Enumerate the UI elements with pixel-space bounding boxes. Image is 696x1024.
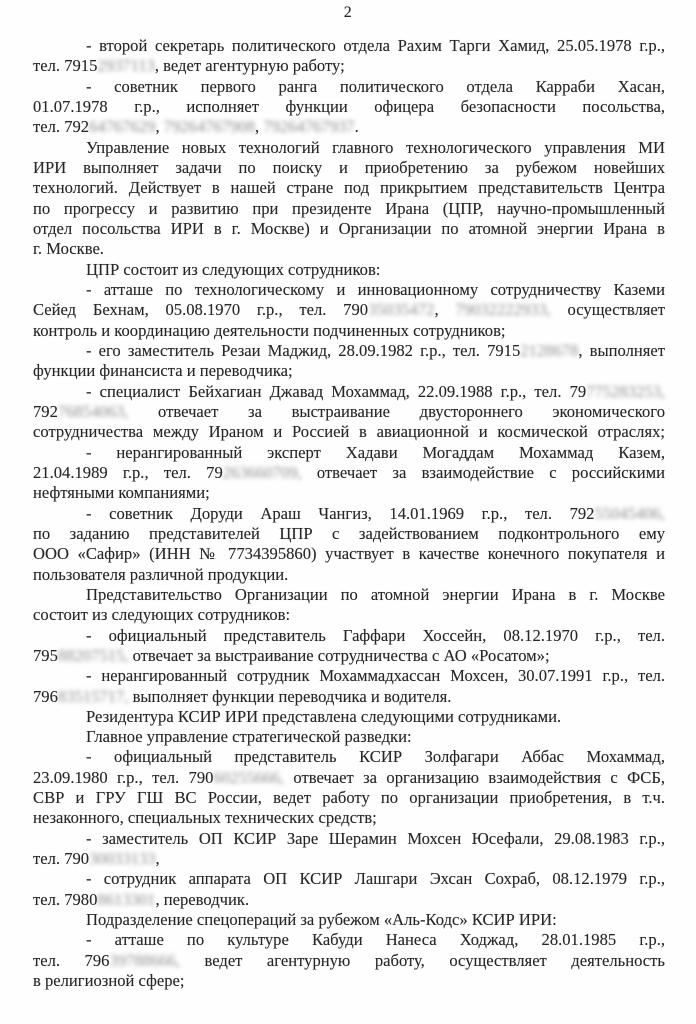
redacted-phone-digits: 83515717, [57,686,129,706]
text-segment: Резидентура КСИР ИРИ представлена следующими сотрудниками. [86,706,562,726]
text-line [33,36,665,56]
text-line [33,361,665,381]
text-line [33,890,665,910]
redacted-phone-digits: 88207515, [57,645,129,665]
text-segment: - его заместитель Резаи Маджид, 28.09.1982 г.р., тел. 7915 [86,340,521,360]
text-line [33,219,665,239]
text-segment: отвечает за организацию взаимодействия с ФСБ, [283,767,665,787]
text-line [33,910,665,930]
text-segment: технологий. Действует в нашей стране под прикрытием представительств Центра [33,178,665,198]
text-segment: по прогрессу и развитию при президенте Ирана (ЦПР, научно-промышленный [33,198,665,218]
text-segment: СВР и ГРУ ГШ ВС России, ведет работу по организации приобретения, в т.ч. [33,788,665,808]
text-line [33,97,665,117]
text-segment: отвечает за выстраивание сотрудничества с АО «Росатом»; [128,645,550,665]
text-segment: незаконного, специальных технических средств; [33,808,377,828]
text-line [33,321,665,341]
page-number: 2 [343,4,353,21]
text-segment: выполняет функции переводчика и водителя. [128,686,452,706]
text-segment: ЦПР состоит из следующих сотрудников: [86,259,381,279]
text-line [33,565,665,585]
text-segment: - сотрудник аппарата ОП КСИР Лашгари Эхсан Сохраб, 08.12.1979 г.р., [86,869,665,889]
text-line [33,300,665,320]
text-segment: отвечает за выстраивание двустороннего экономического [128,401,665,421]
text-segment: состоит из следующих сотрудников: [33,605,291,625]
text-segment: осуществляет [550,300,666,320]
text-segment: , ведет агентурную работу; [154,56,345,76]
text-line [33,77,665,97]
redacted-phone-digits: 35035472 [368,300,435,320]
text-segment: , [434,300,456,320]
text-segment: , [155,117,164,137]
text-line [33,422,665,442]
text-line [33,605,665,625]
text-segment: сотрудничества между Ираном и Россией в авиационной и космической отраслях; [33,422,665,442]
text-segment: тел. 790 [33,849,90,869]
text-line [33,463,665,483]
text-segment: пользователя различной продукции. [33,564,289,584]
text-segment: ООО «Сафир» (ИНН № 7734395860) участвует в качестве конечного покупателя и [33,544,665,564]
text-segment: 792 [33,401,58,421]
text-segment: Сейед Бехнам, 05.08.1970 г.р., тел. 790 [33,300,369,320]
text-segment: тел. 796 [33,950,110,970]
text-segment: в религиозной сфере; [33,971,185,991]
text-line [33,768,665,788]
text-segment: 795 [33,645,58,665]
text-segment: отдел посольства ИРИ в г. Москве) и Организации по атомной энергии Ирана в [33,218,665,238]
text-line [33,707,665,727]
redacted-phone-digits: 30033133 [89,849,156,869]
text-segment: 23.09.1980 г.р., тел. 790 [33,767,214,787]
redacted-phone-digits: 775283253, [586,381,665,401]
text-segment: , переводчик. [155,889,250,909]
redacted-phone-digits: 55045406, [594,503,665,523]
text-segment: тел. 7980 [33,889,98,909]
text-segment: 01.07.1978 г.р., исполняет функции офицера безопасности посольства, [33,96,665,116]
text-line [33,239,665,259]
text-line [33,869,665,889]
text-line [33,544,665,564]
redacted-phone-digits: 79032222933, [455,300,551,320]
text-segment: - заместитель ОП КСИР Заре Шерамин Мохсен Юсефали, 29.08.1983 г.р., [86,828,665,848]
text-segment: , [155,849,160,869]
text-segment: г. Москве. [33,239,104,259]
text-segment: Подразделение спецопераций за рубежом «Аль-Кодс» КСИР ИРИ: [86,910,557,930]
text-segment: - нерангированный сотрудник Мохаммадхассан Мохсен, 30.07.1991 г.р., тел. [86,666,665,686]
text-line [33,971,665,991]
text-segment: - официальный представитель КСИР Золфагари Аббас Мохаммад, [86,747,665,767]
text-segment: тел. 7915 [33,56,98,76]
text-segment: ведет агентурную работу, осуществляет деятельность [179,950,665,970]
text-segment: - нерангированный эксперт Хадави Могаддам Мохаммад Казем, [86,442,665,462]
text-line [33,402,665,422]
text-line [33,829,665,849]
text-line [33,747,665,767]
text-line [33,117,665,137]
text-line [33,138,665,158]
text-segment: функции финансиста и переводчика; [33,361,293,381]
text-segment: - второй секретарь политического отдела Рахим Тарги Хамид, 25.05.1978 г.р., [86,36,665,55]
text-segment: - официальный представитель Гаффари Хоссейн, 08.12.1970 г.р., тел. [86,625,665,645]
text-segment: ИРИ выполняет задачи по поиску и приобретению за рубежом новейших [33,157,665,177]
text-segment: отвечает за взаимодействие с российскими [301,462,665,482]
text-line [33,849,665,869]
text-segment: по заданию представителей ЦПР с задействованием подконтрольного ему [33,523,665,543]
text-line [33,178,665,198]
text-segment: нефтяными компаниями; [33,483,210,503]
redacted-phone-digits: 2128678 [520,340,579,360]
redacted-phone-digits: 76854063, [57,401,129,421]
text-line [33,930,665,950]
text-segment: , [255,117,264,137]
text-segment: Главное управление стратегической разведки: [86,727,412,747]
redacted-phone-digits: 39788666, [109,950,180,970]
text-line [33,646,665,666]
redacted-phone-digits: 79264767937 [263,117,355,137]
text-line [33,951,665,971]
text-segment: - советник первого ранга политического отдела Карраби Хасан, [86,76,665,96]
text-line [33,687,665,707]
redacted-phone-digits: 8613301 [97,889,156,909]
text-segment: тел. 792 [33,117,90,137]
redacted-phone-digits: 263660709, [222,462,302,482]
redacted-phone-digits: 64767629 [89,117,156,137]
text-segment: - специалист Бейхагиан Джавад Мохаммад, 22.09.1988 г.р., тел. 79 [86,381,587,401]
text-segment: - советник Доруди Араш Чангиз, 14.01.1969 г.р., тел. 792 [86,503,595,523]
text-line [33,727,665,747]
text-line [33,585,665,605]
text-line [33,280,665,300]
text-line [33,626,665,646]
redacted-phone-digits: 2937113 [97,56,155,76]
document-text [33,36,665,991]
text-segment: Представительство Организации по атомной энергии Ирана в г. Москве [86,584,665,604]
text-line [33,341,665,361]
text-line [33,382,665,402]
text-line [33,666,665,686]
text-segment: . [354,117,359,137]
text-line [33,260,665,280]
text-segment: Управление новых технологий главного технологического управления МИ [86,137,665,157]
text-line [33,483,665,503]
text-segment: 21.04.1989 г.р., тел. 79 [33,462,223,482]
text-line [33,524,665,544]
text-line [33,788,665,808]
text-line [33,56,665,76]
text-segment: - атташе по технологическому и инновационному сотрудничеству Каземи [86,279,665,299]
text-segment: , выполняет [578,340,665,360]
text-segment: контроль и координацию деятельности подчиненных сотрудников; [33,320,506,340]
text-line [33,199,665,219]
redacted-phone-digits: 60255666, [213,767,284,787]
text-line [33,158,665,178]
text-line [33,504,665,524]
text-segment: - атташе по культуре Кабуди Нанеса Ходжад, 28.01.1985 г.р., [86,930,665,950]
redacted-phone-digits: 79264767908 [163,117,256,137]
text-line [33,808,665,828]
text-line [33,443,665,463]
text-segment: 796 [33,686,58,706]
